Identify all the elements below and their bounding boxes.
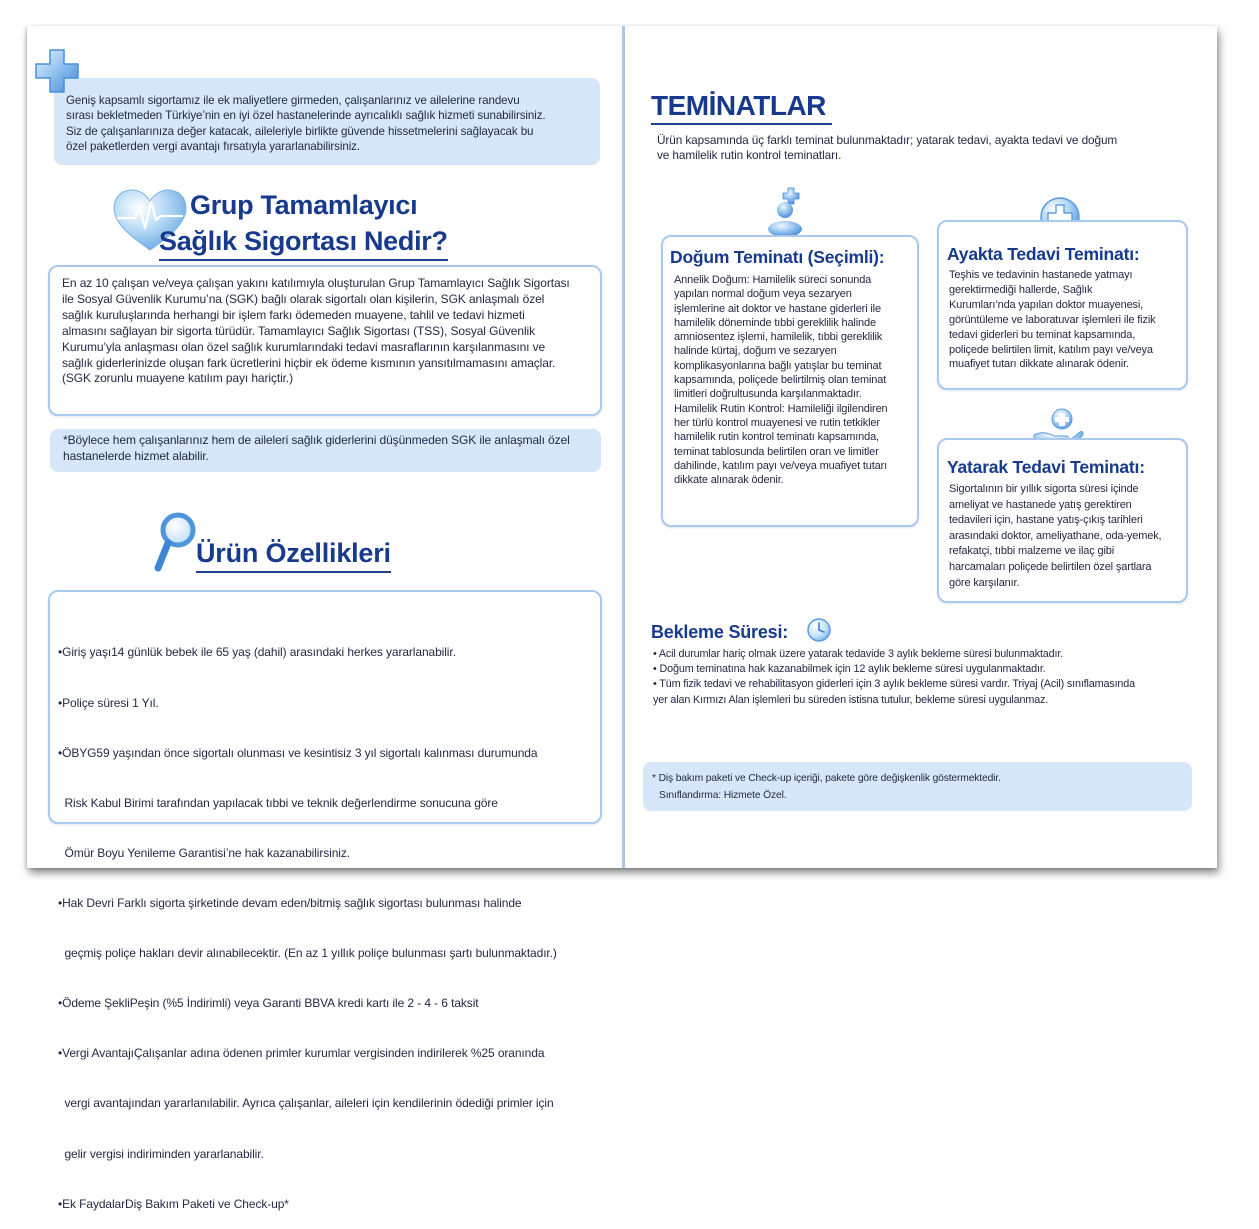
gts-line: En az 10 çalışan ve/veya çalışan yakını katılımıyla oluşturulan Grup Tamamlayıcı Sağlık Sigortası (62, 276, 570, 290)
footnote-text (652, 770, 1001, 804)
features-line: •ÖBYG59 yaşından önce sigortalı olunması ve kesintisiz 3 yıl sigortalı kalınması durumunda (58, 745, 538, 760)
dogum-line: Hamilelik Rutin Kontrol: Hamileliği ilgilendiren (674, 402, 888, 415)
ayakta-line: Teşhis ve tedavinin hastanede yatmayı (949, 269, 1133, 281)
intro-text (66, 93, 546, 155)
bekleme-line: • Doğum teminatına hak kazanabilmek için 12 aylık bekleme süresi uygulanmaktadır. (653, 663, 1046, 676)
dogum-line: dikkate alınarak ödenir. (674, 474, 784, 487)
dogum-line: Annelik Doğum: Hamilelik süreci sonunda (674, 274, 872, 286)
gts-line: Kurumu’yla anlaşması olan özel sağlık kurumlarındaki tedavi masraflarının karşılanmasını ve (62, 339, 546, 354)
bekleme-line: • Tüm fizik tedavi ve rehabilitasyon giderleri için 3 aylık bekleme süresi vardır. Triyaj (Acil) sınıflamasında (653, 678, 1135, 691)
ayakta-line: Kurumları’nda yapılan doktor muayenesi, (949, 298, 1144, 311)
yatarak-line: refakatçi, tıbbi malzeme ve ilaç gibi (949, 545, 1115, 558)
intro-line: özel paketlerden vergi avantajı fırsatıyla yararlanabilirsiniz. (66, 140, 360, 154)
yatarak-line: harcamaları poliçede belirtilen özel şartlara (949, 560, 1152, 573)
yatarak-line: göre karşılanır. (949, 576, 1020, 589)
footnote-line: Sınıflandırma: Hizmete Özel. (659, 790, 787, 801)
yatarak-line: tedavileri için, hastane yatış-çıkış tarihleri (949, 514, 1143, 527)
features-line: geçmiş poliçe hakları devir alınabilecektir. (En az 1 yıllık poliçe bulunması şartı bulunmaktadır.) (58, 946, 557, 961)
teminatlar-intro-line: Ürün kapsamında üç farklı teminat bulunmaktadır; yatarak tedavi, ayakta tedavi ve doğum (657, 133, 1118, 147)
gts-title-line2: Sağlık Sigortası Nedir? (159, 226, 448, 261)
features-line: Ömür Boyu Yenileme Garantisi’ne hak kazanabilirsiniz. (58, 845, 350, 860)
features-line: •Vergi AvantajıÇalışanlar adına ödenen primler kurumlar vergisinden indirilerek %25 oranında (58, 1046, 545, 1061)
yatarak-line: arasındaki doktor, ameliyathane, oda-yemek, (949, 529, 1162, 542)
teminatlar-intro (657, 133, 1117, 163)
features-line: •Ödeme ŞekliPeşin (%5 İndirimli) veya Garanti BBVA kredi kartı ile 2 - 4 - 6 taksit (58, 996, 479, 1011)
teminatlar-intro-line: ve hamilelik rutin kontrol teminatları. (657, 148, 842, 162)
dogum-line: halinde kürtaj, doğum ve sezaryen (674, 345, 837, 358)
medical-cross-icon (33, 47, 81, 97)
gts-title-line1: Grup Tamamlayıcı (190, 190, 418, 220)
gts-note-line: *Böylece hem çalışanlarınız hem de aileleri sağlık giderlerini düşünmeden SGK ile anlaşmalı özel (63, 433, 570, 447)
teminatlar-title: TEMİNATLAR (651, 90, 832, 125)
dogum-line: limitleri doğrultusunda karşılanmaktadır. (674, 388, 862, 401)
intro-line: Siz de çalışanlarınıza değer katacak, aileleriyle birlikte güvende hissetmelerini sağlayacak bu (66, 124, 534, 138)
page-fold-divider (622, 26, 625, 868)
ayakta-line: görüntüleme ve laboratuvar işlemleri ile fizik (949, 313, 1156, 326)
features-title: Ürün Özellikleri (196, 538, 391, 573)
dogum-line: hamilelik döneminde tıbbi gereklilik halinde (674, 316, 876, 329)
mother-baby-icon (764, 186, 810, 236)
bekleme-line: yer alan Kırmızı Alan işlemleri bu süreden istisna tutulur, bekleme süresi uygulanmaz. (653, 693, 1049, 706)
features-line: •Hak Devri Farklı sigorta şirketinde devam eden/bitmiş sağlık sigortası bulunması halinde (58, 895, 522, 910)
dogum-line: amniosentez işlemi, hamilelik, tıbbi gereklilik (674, 331, 883, 344)
dogum-line: kapsamında, poliçede belirtilmiş olan teminat (674, 374, 887, 387)
yatarak-line: ameliyat ve hastanede yatış gerektiren (949, 498, 1132, 511)
dogum-text (674, 273, 888, 487)
gts-line: sağlık giderlerinizde oluşan fark ücretlerini hiçbir ek ödeme kısmının yansıtılmamasını amaçlar. (62, 355, 556, 370)
dogum-line: yapılan normal doğum veya sezaryen (674, 288, 852, 301)
features-line: •Giriş yaşı14 günlük bebek ile 65 yaş (dahil) arasındaki herkes yararlanabilir. (58, 645, 456, 660)
dogum-line: işlemlerine ait doktor ve hastane giderleri ile (674, 302, 881, 315)
features-list (58, 611, 557, 1229)
features-line: gelir vergisi indiriminden yararlanabilir. (58, 1146, 264, 1161)
bekleme-title: Bekleme Süresi: (651, 622, 789, 642)
features-line: •Poliçe süresi 1 Yıl. (58, 695, 159, 710)
dogum-title: Doğum Teminatı (Seçimli): (670, 247, 885, 267)
features-line: vergi avantajından yararlanılabilir. Ayrıca çalışanlar, aileleri için kendilerinin ödediği primler için (58, 1096, 554, 1111)
yatarak-line: Sigortalının bir yıllık sigorta süresi içinde (949, 483, 1139, 495)
magnifier-icon (154, 512, 198, 572)
intro-line: Geniş kapsamlı sigortamız ile ek maliyetlere girmeden, çalışanlarınız ve ailelerine randevu (66, 94, 520, 107)
gts-line: almasını sağlayan bir sigorta türüdür. Tamamlayıcı Sağlık Sigortası (TSS), Sosyal Güvenlik (62, 323, 535, 338)
bekleme-text (653, 647, 1135, 708)
gts-line: (SGK zorunlu muayene katılım payı hariçtir.) (62, 371, 294, 386)
ayakta-line: poliçede belirtilen limit, katılım payı ve/veya (949, 343, 1153, 356)
ayakta-line: gerektirmediği hallerde, Sağlık (949, 283, 1093, 296)
bekleme-line: • Acil durumlar hariç olmak üzere yatarak tedavide 3 aylık bekleme süresi bulunmaktadır. (653, 648, 1064, 660)
footnote-line: * Diş bakım paketi ve Check-up içeriği, pakete göre değişkenlik göstermektedir. (652, 773, 1001, 784)
gts-note-line: hastanelerde hizmet alabilir. (63, 448, 209, 463)
features-line: Risk Kabul Birimi tarafından yapılacak tıbbi ve teknik değerlendirme sonucuna göre (58, 795, 498, 810)
gts-note-text (63, 433, 570, 465)
gts-line: ile Sosyal Güvenlik Kurumu’na (SGK) bağlı olarak sigortalı olan kişilerin, SGK anlaşmalı özel (62, 291, 545, 306)
ayakta-title: Ayakta Tedavi Teminatı: (947, 244, 1140, 264)
dogum-line: hamilelik rutin kontrol teminatı kapsamında, (674, 431, 879, 444)
intro-line: sırası bekletmeden Türkiye’nin en iyi özel hastanelerinde ayrıcalıklı sağlık hizmeti sunabilirsiniz. (66, 109, 546, 123)
ayakta-text (949, 268, 1155, 372)
gts-description-text (62, 276, 570, 387)
dogum-line: dahilinde, katılım payı ve/veya muafiyet tutarı (674, 459, 888, 472)
gts-line: sağlık kuruluşlarında herhangi bir işlem farkı ödemeden muayene, tahlil ve tedavi hizmeti (62, 307, 525, 322)
features-line: •Ek FaydalarDiş Bakım Paketi ve Check-up* (58, 1196, 289, 1211)
dogum-line: her türlü kontrol muayenesi ve rutin tetkikler (674, 416, 880, 429)
dogum-line: teminat tablosunda belirtilen oran ve limitler (674, 445, 879, 458)
clock-icon (806, 617, 832, 643)
ayakta-line: tedavi giderleri bu teminat kapsamında, (949, 328, 1136, 341)
ayakta-line: muafiyet tutarı dikkate alınarak ödenir. (949, 358, 1129, 371)
yatarak-text (949, 482, 1161, 591)
dogum-line: komplikasyonlarına bağlı yatışlar bu teminat (674, 359, 882, 372)
yatarak-title: Yatarak Tedavi Teminatı: (947, 457, 1145, 477)
